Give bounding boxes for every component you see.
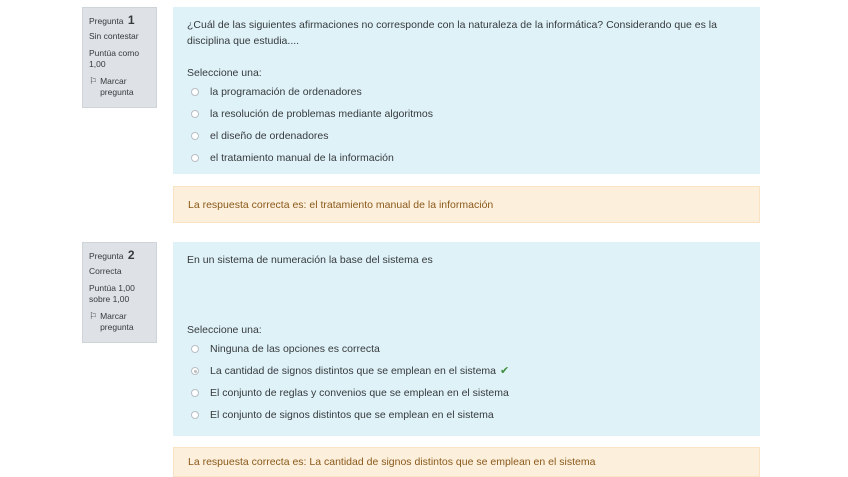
answer-option[interactable] (187, 103, 746, 125)
check-icon: ✔ (500, 365, 510, 377)
answer-option-label: El conjunto de signos distintos que se emplean en el sistema (210, 409, 494, 421)
answer-prompt: Seleccione una: (187, 67, 262, 79)
question-text: En un sistema de numeración la base del sistema es (187, 254, 433, 266)
question-number: Pregunta 1 (89, 13, 135, 27)
answer-option-label: el diseño de ordenadores (210, 130, 329, 142)
answer-option[interactable] (187, 338, 746, 360)
question-state: Correcta (89, 266, 122, 276)
answer-option[interactable] (187, 404, 746, 426)
answer-option[interactable] (187, 147, 746, 169)
feedback-text: La respuesta correcta es: La cantidad de signos distintos que se emplean en el sistema (188, 456, 596, 468)
answer-option-label: La cantidad de signos distintos que se emplean en el sistema (210, 365, 497, 377)
answer-options (187, 338, 746, 426)
question-text: ¿Cuál de las siguientes afirmaciones no corresponde con la naturaleza de la informática? Considerando que es la disciplina que estudia.... (187, 19, 717, 47)
answer-option[interactable] (187, 81, 746, 103)
radio-icon[interactable] (191, 411, 199, 419)
answer-option[interactable] (187, 382, 746, 404)
answer-prompt: Seleccione una: (187, 324, 262, 336)
question-grade: Puntúa como 1,00 (89, 48, 140, 69)
radio-icon[interactable] (191, 88, 199, 96)
answer-option-label: Ninguna de las opciones es correcta (210, 343, 380, 355)
flag-question-link[interactable] (89, 311, 150, 333)
question-info (82, 242, 157, 343)
flag-icon: ⚐ (89, 76, 98, 86)
flag-icon: ⚐ (89, 311, 98, 321)
radio-icon[interactable] (191, 132, 199, 140)
answer-options (187, 81, 746, 169)
question-formulation (173, 7, 760, 174)
answer-option-label: El conjunto de reglas y convenios que se emplean en el sistema (210, 387, 509, 399)
radio-icon[interactable] (191, 345, 199, 353)
radio-icon[interactable] (191, 154, 199, 162)
answer-option-label: la programación de ordenadores (210, 86, 362, 98)
flag-question-label: Marcar pregunta (100, 76, 134, 97)
radio-icon[interactable] (191, 367, 199, 375)
question-info (82, 7, 157, 108)
answer-option-label: el tratamiento manual de la información (210, 152, 394, 164)
flag-question-label: Marcar pregunta (100, 311, 134, 332)
answer-option-label: la resolución de problemas mediante algoritmos (210, 108, 433, 120)
question-grade: Puntúa 1,00 sobre 1,00 (89, 283, 135, 304)
answer-option[interactable] (187, 125, 746, 147)
question-formulation (173, 242, 760, 436)
radio-icon[interactable] (191, 110, 199, 118)
flag-question-link[interactable] (89, 76, 150, 98)
correct-answer-feedback (173, 447, 760, 477)
feedback-text: La respuesta correcta es: el tratamiento manual de la información (188, 198, 494, 211)
answer-option-selected[interactable] (187, 360, 746, 382)
correct-answer-feedback (173, 186, 760, 223)
question-state: Sin contestar (89, 31, 139, 41)
question-number: Pregunta 2 (89, 248, 135, 262)
radio-icon[interactable] (191, 389, 199, 397)
